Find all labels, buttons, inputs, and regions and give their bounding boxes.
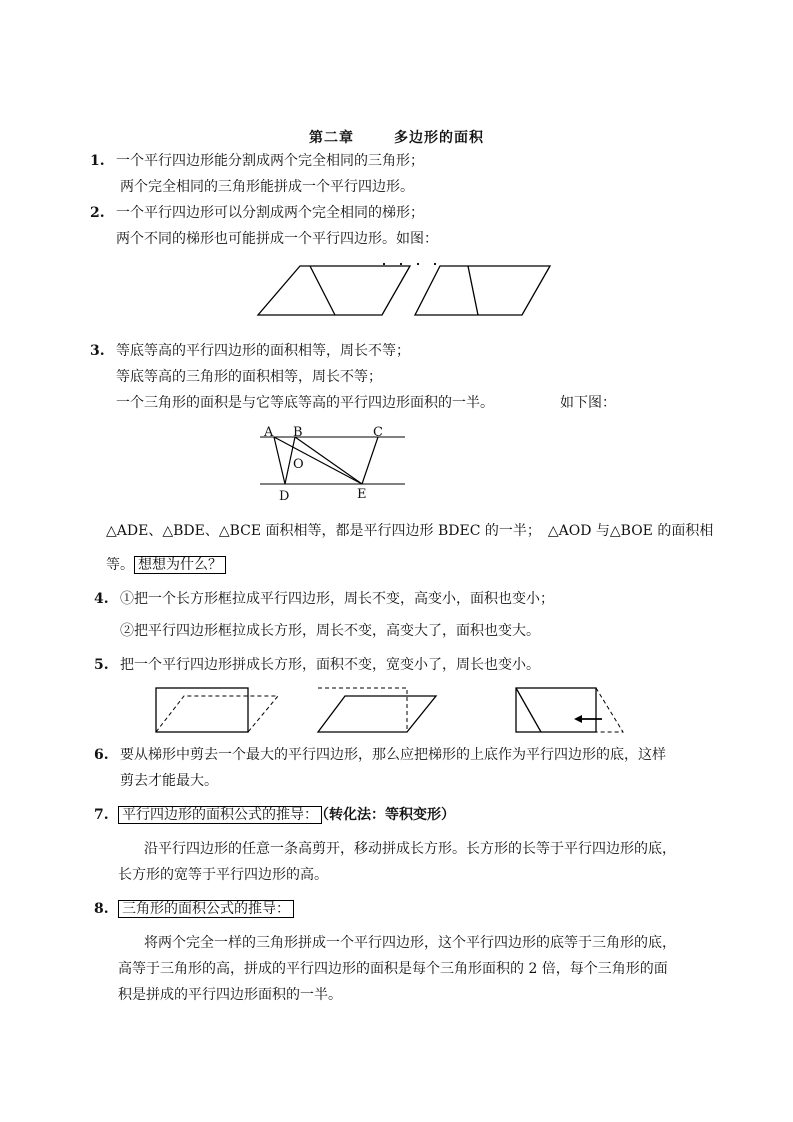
- item-2-line-2: 两个不同的梯形也可能拼成一个平行四边形。如图：: [116, 231, 438, 247]
- item-3-number: 3.: [90, 343, 105, 359]
- chapter-label: 第二章: [309, 130, 354, 146]
- item-4-number: 4.: [94, 591, 109, 607]
- triangle-area-figure: [255, 420, 415, 508]
- parallelogram-formula-box: 平行四边形的面积公式的推导：: [118, 806, 322, 824]
- point-b-label: B: [293, 425, 303, 440]
- triangle-formula-box: 三角形的面积公式的推导：: [118, 900, 294, 918]
- item-6-line-1: 要从梯形中剪去一个最大的平行四边形，那么应把梯形的上底作为平行四边形的底，这样: [120, 747, 666, 763]
- item-8-line-2: 高等于三角形的高，拼成的平行四边形的面积是每个三角形面积的 2 倍，每个三角形的面: [118, 961, 668, 977]
- item-8-line-1: 将两个完全一样的三角形拼成一个平行四边形，这个平行四边形的底等于三角形的底，: [144, 935, 676, 951]
- point-d-label: D: [279, 489, 290, 504]
- item-6-line-2: 剪去才能最大。: [120, 773, 218, 789]
- rectangle-parallelogram-figures: [150, 683, 640, 735]
- item-3-note-line-2: [106, 556, 226, 574]
- item-3-note-end: 等。: [106, 557, 134, 573]
- point-o-label: O: [293, 457, 304, 472]
- chapter-topic: 多边形的面积: [394, 130, 484, 146]
- item-8-number: 8.: [94, 901, 109, 917]
- item-5-number: 5.: [94, 657, 109, 673]
- item-3-line-3: 一个三角形的面积是与它等底等高的平行四边形面积的一半。: [116, 395, 494, 411]
- item-3-note-line-1: △ADE、△BDE、△BCE 面积相等，都是平行四边形 BDEC 的一半； △AOD 与△BOE 的面积相: [106, 523, 714, 539]
- item-7-heading: [118, 806, 455, 824]
- item-3-line-2: 等底等高的三角形的面积相等，周长不等；: [116, 369, 382, 385]
- point-a-label: A: [264, 425, 274, 440]
- item-7-line-2: 长方形的宽等于平行四边形的高。: [118, 867, 328, 883]
- think-why-box: 想想为什么？: [134, 556, 226, 574]
- item-5-line-1: 把一个平行四边形拼成长方形，面积不变，宽变小了，周长也变小。: [120, 657, 540, 673]
- item-6-number: 6.: [94, 747, 109, 763]
- item-1-line-2: 两个完全相同的三角形能拼成一个平行四边形。: [120, 179, 414, 195]
- point-e-label: E: [357, 487, 367, 502]
- page-title: [0, 127, 793, 147]
- trapezoid-parallelogram-figure: [250, 258, 560, 320]
- item-4-line-1: ①把一个长方形框拉成平行四边形，周长不变，高变小，面积也变小；: [120, 591, 554, 607]
- item-7-number: 7.: [94, 807, 109, 823]
- item-8-heading: [118, 900, 294, 918]
- item-3-line-1: 等底等高的平行四边形的面积相等，周长不等；: [116, 343, 410, 359]
- item-1-number: 1.: [90, 153, 105, 169]
- item-3-line-4: 如下图：: [560, 395, 616, 411]
- item-1-line-1: 一个平行四边形能分割成两个完全相同的三角形；: [116, 153, 424, 169]
- item-7-line-1: 沿平行四边形的任意一条高剪开，移动拼成长方形。长方形的长等于平行四边形的底，: [144, 841, 676, 857]
- item-2-line-1: 一个平行四边形可以分割成两个完全相同的梯形；: [116, 205, 424, 221]
- point-c-label: C: [373, 425, 383, 440]
- item-4-line-2: ②把平行四边形框拉成长方形，周长不变，高变大了，面积也变大。: [120, 623, 540, 639]
- item-2-number: 2.: [90, 205, 105, 221]
- item-8-line-3: 积是拼成的平行四边形面积的一半。: [118, 987, 342, 1003]
- conversion-method-note: （转化法：等积变形）: [322, 807, 455, 823]
